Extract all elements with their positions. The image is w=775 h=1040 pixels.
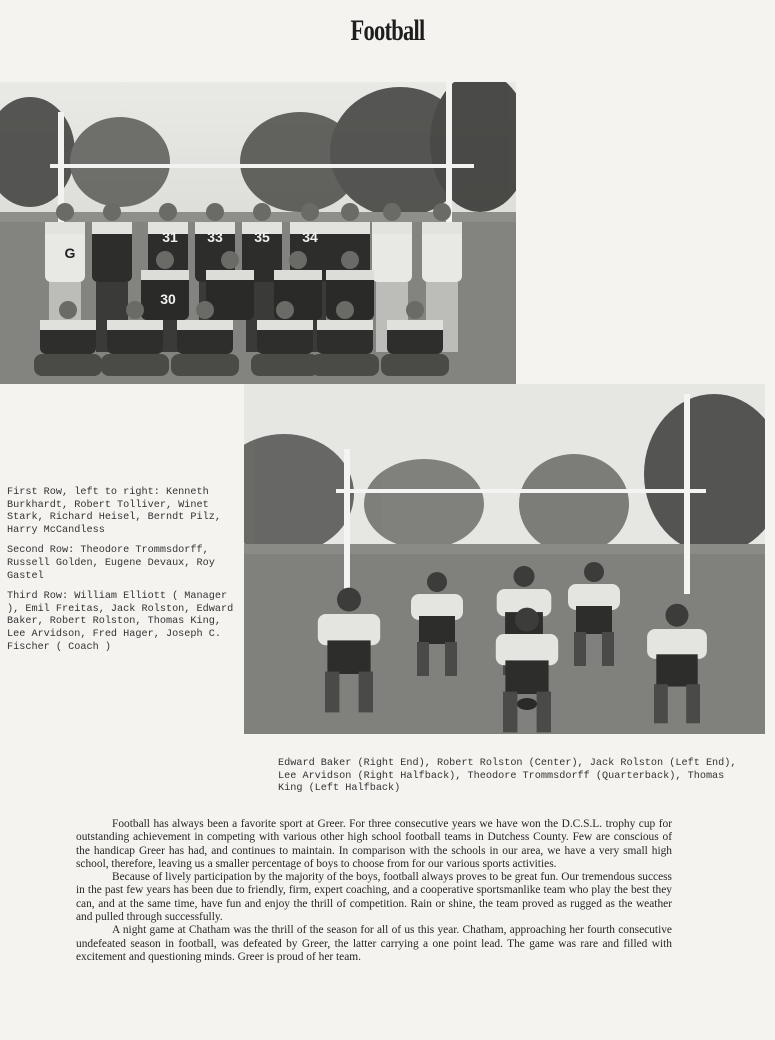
- jersey-number: G: [64, 245, 76, 261]
- team-photo: [0, 82, 516, 384]
- first-row-caption: First Row, left to right: Kenneth Burkhardt, Robert Tolliver, Winet Stark, Richard Heisel, Berndt Pilz, Harry McCandless: [7, 487, 221, 536]
- body-text: [76, 818, 672, 964]
- action-caption-text: Edward Baker (Right End), Robert Rolston (Center), Jack Rolston (Left End), Lee Arvidson (Right Halfback), Theodore Trommsdorff (Quarterback), Thomas King (Left Halfback): [278, 758, 737, 795]
- jersey-number: 35: [254, 229, 270, 245]
- body-paragraph-1: Football has always been a favorite sport at Greer. For three consecutive years we have won the D.C.S.L. trophy cup for outstanding achievement in competing with various other high school football teams in Dutchess County. Few are conscious of the handicap Greer has had, and continues to maintain. In comparison with the schools in our area, we have a very small high school, therefore, leaving us a smaller percentage of boys to choose from for our various sports activities.: [76, 818, 672, 870]
- jersey-number: 33: [207, 229, 223, 245]
- action-caption: [278, 758, 748, 804]
- second-row-caption: Second Row: Theodore Trommsdorff, Russell Golden, Eugene Devaux, Roy Gastel: [7, 545, 215, 582]
- page-title: Football: [350, 14, 425, 47]
- team-caption: [7, 487, 243, 662]
- jersey-number: 31: [162, 229, 178, 245]
- jersey-number: 30: [160, 291, 176, 307]
- football: [517, 698, 537, 710]
- action-photo: [244, 384, 765, 734]
- body-paragraph-2: Because of lively participation by the majority of the boys, football always proves to be great fun. Our tremendous success in the past few years has been due to friendly, firm, expert coaching, and a cooperative sportsmanlike team who play the best they can, and at the same time, have fun and enjoy the thrill of competition. Rain or shine, the team proved as rugged as the weather and pulled through successfully.: [76, 871, 672, 924]
- body-paragraph-3: A night game at Chatham was the thrill of the season for all of us this year. Chatham, approaching her fourth consecutive undefeated season in football, was defeated by Greer, the latter carrying a one point lead. The game was rare and filled with excitement and questioning minds. Greer is proud of her team.: [76, 924, 672, 963]
- third-row-caption: Third Row: William Elliott ( Manager ), Emil Freitas, Jack Rolston, Edward Baker, Robert Rolston, Thomas King, Lee Arvidson, Fred Hager, Joseph C. Fischer ( Coach ): [7, 591, 234, 653]
- jersey-number: 34: [302, 229, 318, 245]
